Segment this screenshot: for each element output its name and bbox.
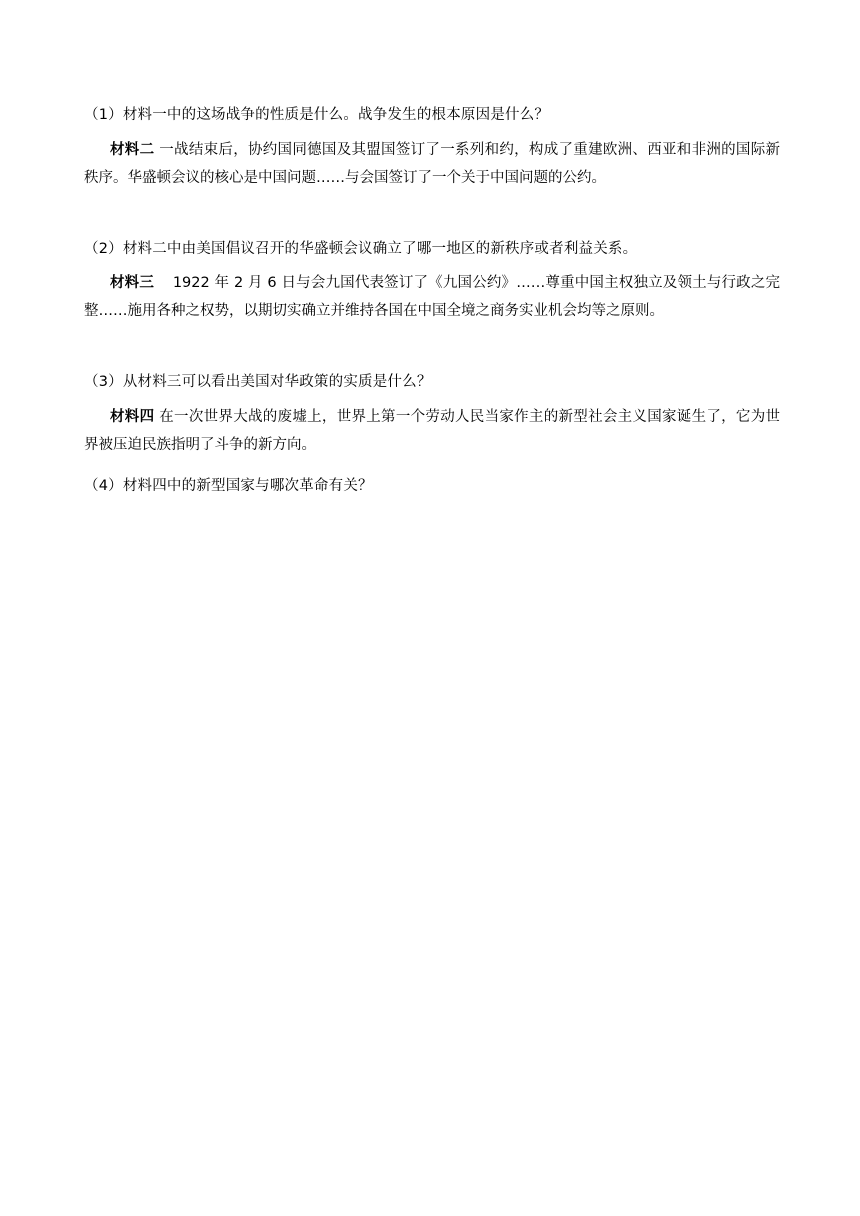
material-2-label: 材料二 [110, 142, 155, 158]
material-2-text: 一战结束后，协约国同德国及其盟国签订了一系列和约，构成了重建欧洲、西亚和非洲的国际新秩序。华盛顿会议的核心是中国问题……与会国签订了一个关于中国问题的公约。 [84, 142, 781, 186]
material-4 [84, 403, 780, 459]
question-3: （3）从材料三可以看出美国对华政策的实质是什么？ [84, 374, 432, 390]
material-4-text: 在一次世界大战的废墟上，世界上第一个劳动人民当家作主的新型社会主义国家诞生了，它为世界被压迫民族指明了斗争的新方向。 [84, 409, 781, 453]
material-3 [84, 269, 780, 325]
question-4: （4）材料四中的新型国家与哪次革命有关？ [84, 478, 373, 494]
material-4-label: 材料四 [110, 409, 155, 425]
question-1: （1）材料一中的这场战争的性质是什么。战争发生的根本原因是什么？ [84, 107, 550, 123]
material-2 [84, 136, 780, 192]
material-3-text: 1922 年 2 月 6 日与会九国代表签订了《九国公约》……尊重中国主权独立及领土与行政之完整……施用各种之权势，以期切实确立并维持各国在中国全境之商务实业机会均等之原则。 [84, 275, 781, 319]
material-3-label: 材料三 [110, 275, 155, 291]
question-2: （2）材料二中由美国倡议召开的华盛顿会议确立了哪一地区的新秩序或者利益关系。 [84, 241, 638, 257]
